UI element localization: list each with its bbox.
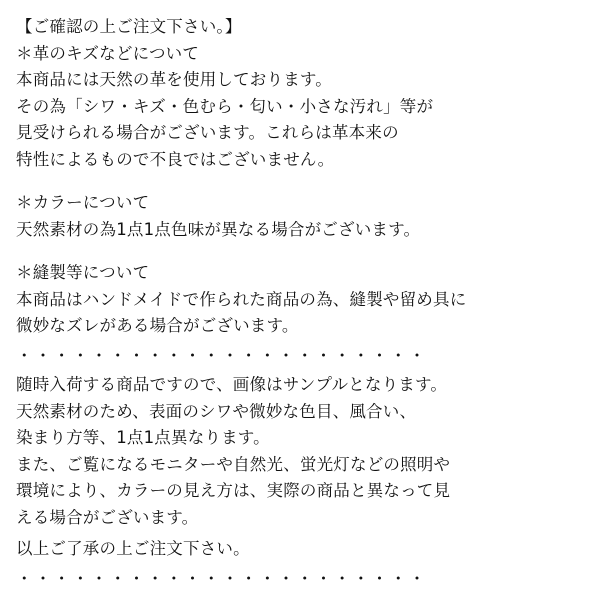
- divider-top: ・・・・・・・・・・・・・・・・・・・・・・: [16, 345, 428, 365]
- section-line: 本商品はハンドメイドで作られた商品の為、縫製や留め具に: [16, 289, 467, 309]
- notice-line: また、ご覧になるモニターや自然光、蛍光灯などの照明や: [16, 454, 451, 474]
- notice-line: える場合がございます。: [16, 507, 199, 527]
- notice-line: 天然素材のため、表面のシワや微妙な色目、風合い、: [16, 401, 417, 421]
- section-line: 天然素材の為1点1点色味が異なる場合がございます。: [16, 219, 421, 239]
- notice-line: 随時入荷する商品ですので、画像はサンプルとなります。: [16, 375, 448, 395]
- section-line: 微妙なズレがある場合がございます。: [16, 316, 299, 336]
- section-title-color: ＊カラーについて: [16, 193, 150, 213]
- section-line: 見受けられる場合がございます。これらは革本来の: [16, 123, 399, 142]
- closing-line: 以上ご了承の上ご注文下さい。: [16, 539, 250, 559]
- section-title-sewing: ＊縫製等について: [16, 263, 150, 283]
- document-heading: 【ご確認の上ご注文下さい。】: [16, 17, 242, 36]
- notice-line: 染まり方等、1点1点異なります。: [16, 428, 270, 448]
- section-title-leather-scratches: ＊革のキズなどについて: [16, 43, 200, 63]
- section-line: 本商品には天然の革を使用しております。: [16, 70, 332, 89]
- section-line: 特性によるもので不良ではございません。: [16, 149, 335, 169]
- section-spacer: [16, 243, 584, 260]
- section-line: その為「シワ・キズ・色むら・匂い・小さな汚れ」等が: [16, 96, 434, 116]
- section-spacer: [16, 173, 584, 190]
- divider-bottom: ・・・・・・・・・・・・・・・・・・・・・・: [16, 569, 428, 588]
- notice-line: 環境により、カラーの見え方は、実際の商品と異なって見: [16, 481, 451, 501]
